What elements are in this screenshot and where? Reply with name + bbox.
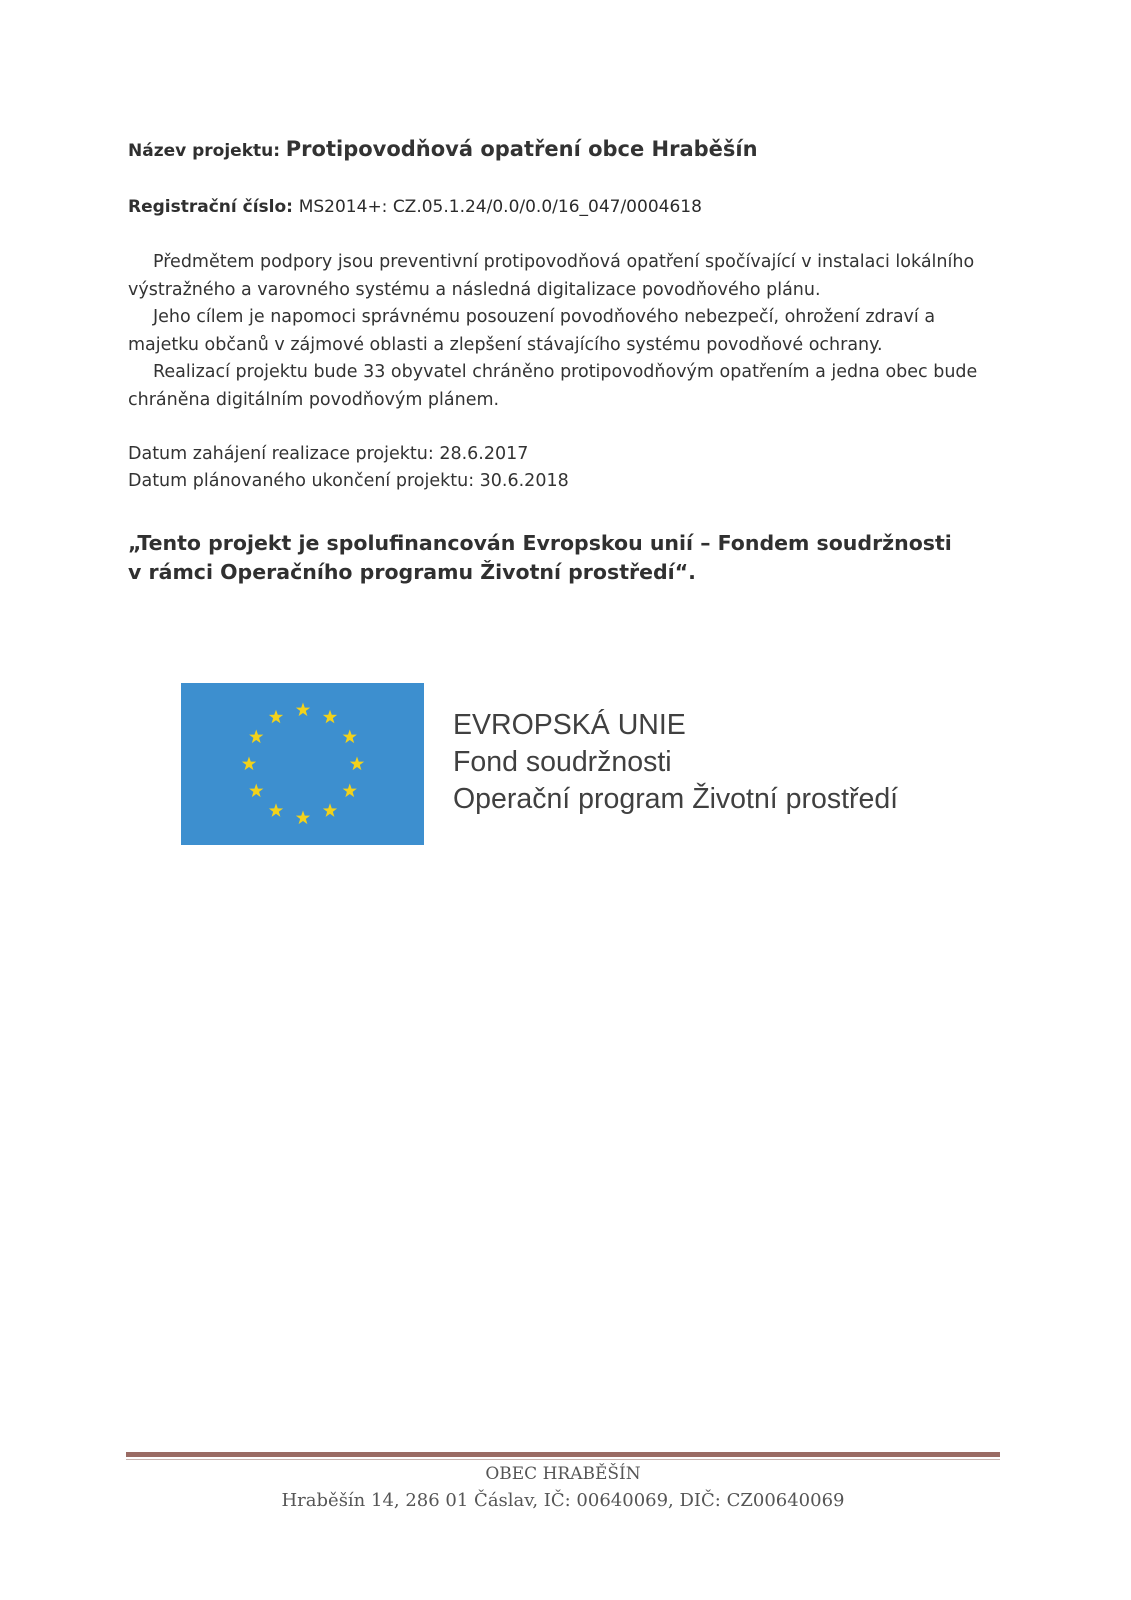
funding-statement-line: v rámci Operačního programu Životní prostředí“.: [128, 560, 696, 584]
end-date: Datum plánovaného ukončení projektu: 30.6.2018: [128, 471, 569, 491]
project-description: [128, 249, 988, 414]
registration-label: Registrační číslo:: [128, 197, 293, 217]
eu-flag-stars: [181, 683, 424, 845]
project-name-value: Protipovodňová opatření obce Hraběšín: [285, 137, 758, 161]
project-name-line: [128, 137, 758, 161]
start-date: Datum zahájení realizace projektu: 28.6.2017: [128, 444, 529, 464]
footer-divider: [126, 1452, 1000, 1457]
footer-organization: OBEC HRABĚŠÍN: [485, 1464, 641, 1484]
eu-star-icon: [242, 757, 256, 771]
funding-statement-line: „Tento projekt je spolufinancován Evropskou unií – Fondem soudržnosti: [128, 531, 952, 555]
eu-star-icon: [350, 757, 364, 771]
description-paragraph: Realizací projektu bude 33 obyvatel chráněno protipovodňovým opatřením a jedna obec bude chráněna digitálním povodňovým plánem.: [128, 362, 978, 410]
eu-star-icon: [249, 784, 263, 798]
eu-star-icon: [296, 811, 310, 825]
eu-star-icon: [249, 730, 263, 744]
description-paragraph: Jeho cílem je napomoci správnému posouzení povodňového nebezpečí, ohrožení zdraví a majetku občanů v zájmové oblasti a zlepšení stávajícího systému povodňové ochrany.: [128, 307, 936, 355]
eu-star-icon: [323, 803, 337, 817]
eu-star-icon: [296, 703, 310, 717]
registration-line: [128, 196, 702, 217]
eu-star-icon: [343, 784, 357, 798]
eu-star-icon: [343, 730, 357, 744]
project-dates: [128, 441, 569, 495]
eu-logo-fund: Fond soudržnosti: [453, 746, 672, 778]
footer-address: Hraběšín 14, 286 01 Čáslav, IČ: 00640069, DIČ: CZ00640069: [281, 1490, 845, 1511]
eu-star-icon: [269, 803, 283, 817]
eu-logo-text: [453, 707, 898, 818]
funding-statement: [128, 529, 952, 587]
description-paragraph: Předmětem podpory jsou preventivní protipovodňová opatření spočívající v instalaci lokálního výstražného a varovného systému a následná digitalizace povodňového plánu.: [128, 252, 975, 300]
eu-flag: [181, 683, 424, 845]
eu-logo-title: EVROPSKÁ UNIE: [453, 709, 686, 741]
registration-number: MS2014+: CZ.05.1.24/0.0/0.0/16_047/0004618: [298, 197, 702, 217]
eu-star-icon: [269, 710, 283, 724]
eu-star-icon: [323, 710, 337, 724]
project-name-label: Název projektu:: [128, 141, 281, 161]
footer-divider-thin: [126, 1459, 1000, 1460]
eu-logo-programme: Operační program Životní prostředí: [453, 783, 899, 815]
